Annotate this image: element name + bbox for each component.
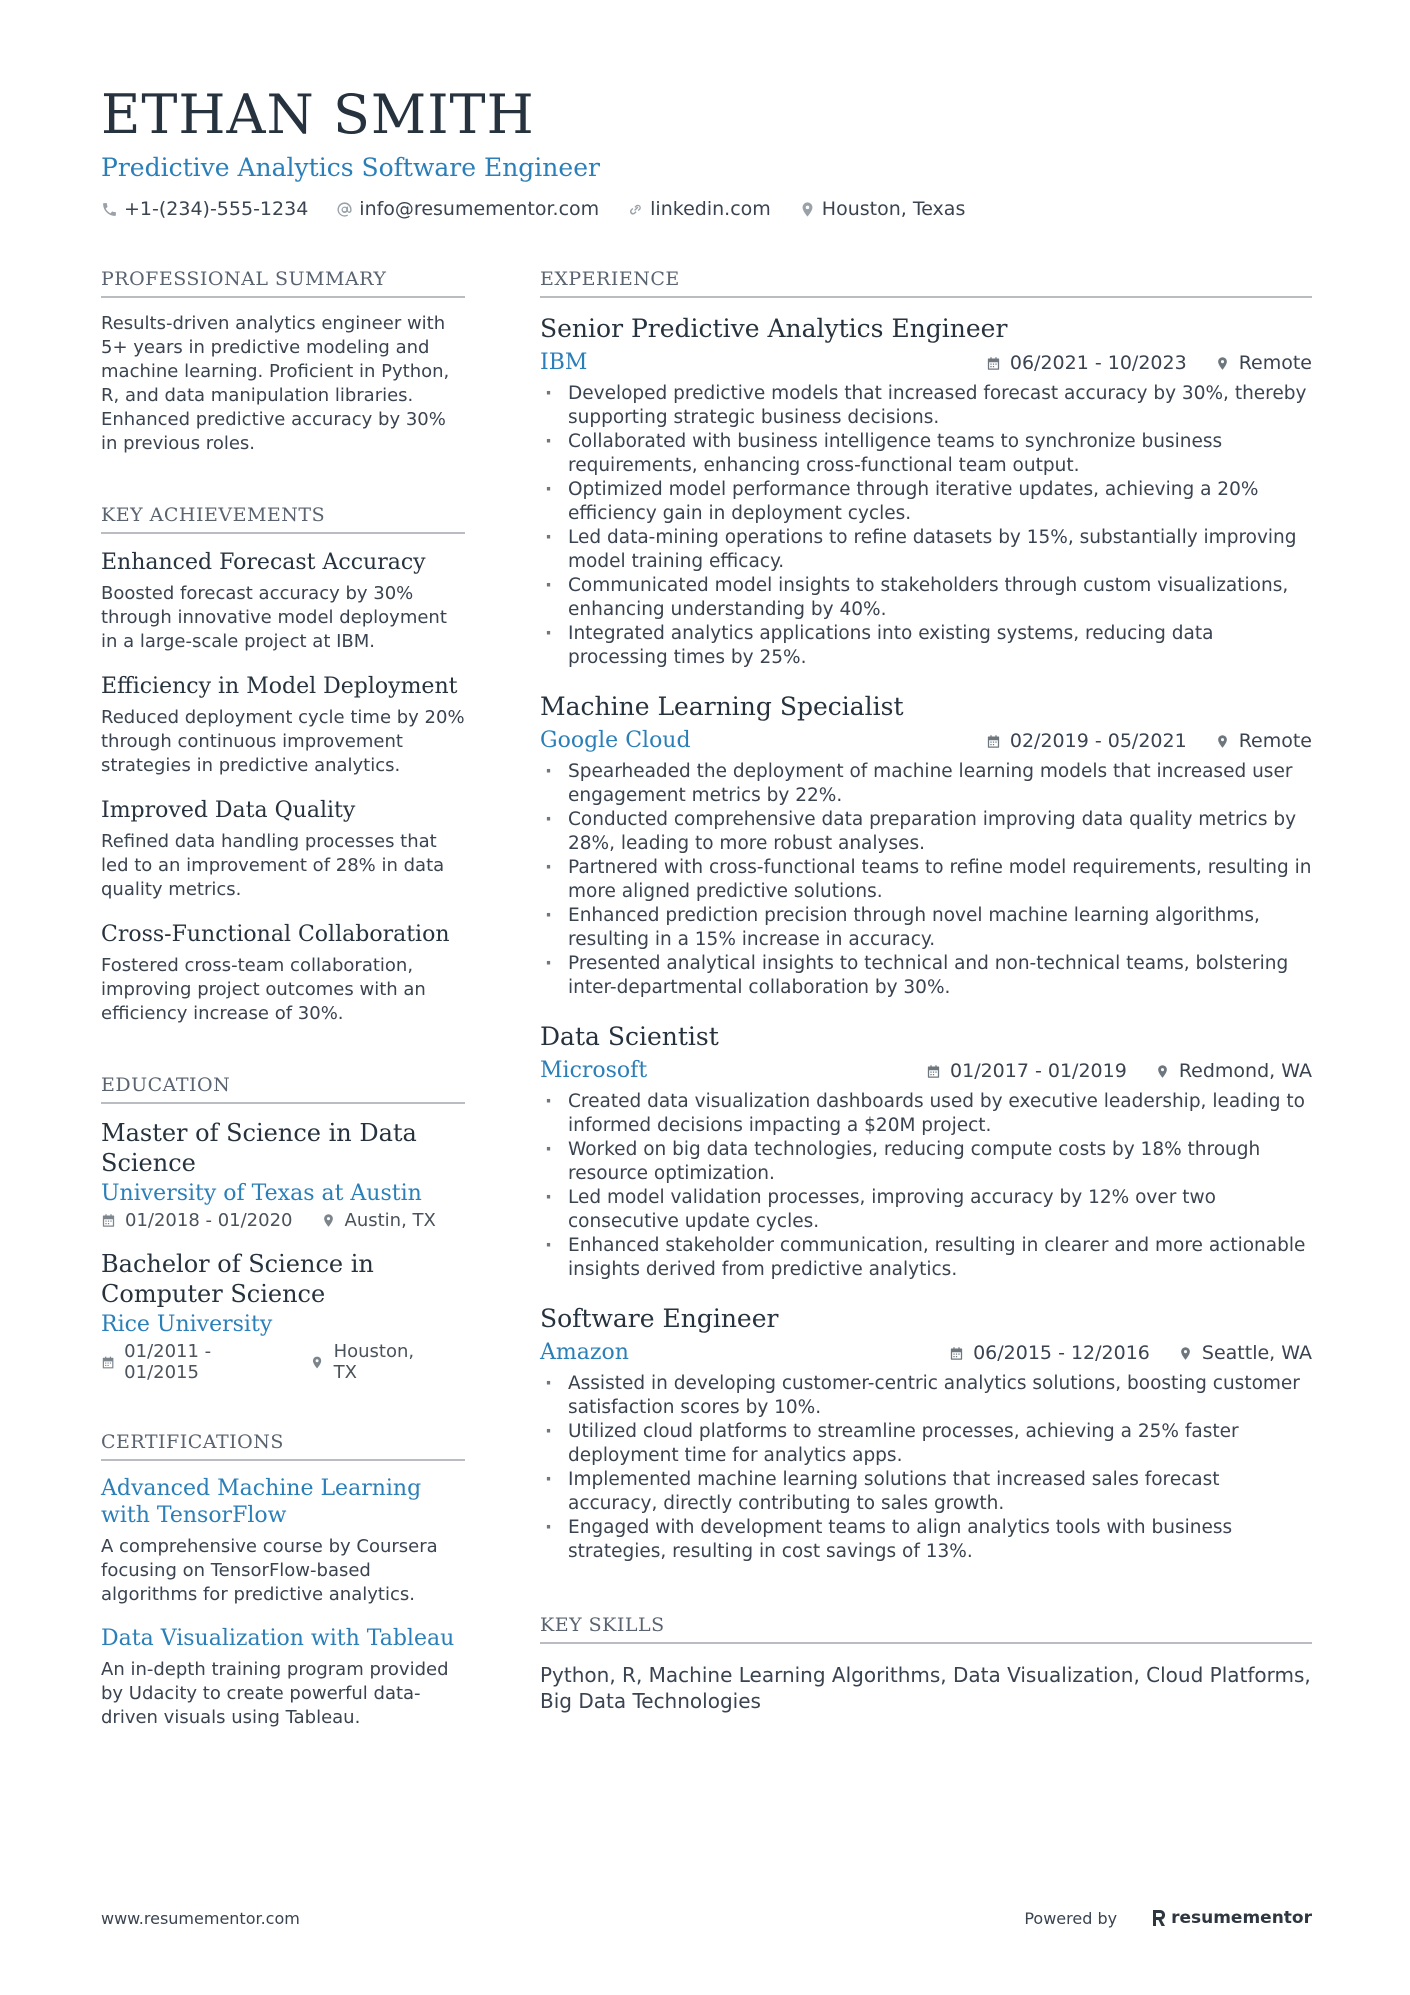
job-bullet: · Engaged with development teams to align analytics tools with business strategies, resulting in cost savings of 13%. — [540, 1516, 1312, 1564]
job-entry — [540, 312, 1312, 670]
job-bullet: · Integrated analytics applications into existing systems, reducing data processing times by 25%. — [540, 622, 1312, 670]
achievements-heading: KEY ACHIEVEMENTS — [101, 504, 465, 534]
job-entry — [540, 1020, 1312, 1282]
achievement-title: Efficiency in Model Deployment — [101, 674, 458, 699]
achievement-text: Reduced deployment cycle time by 20% through continuous improvement strategies in predictive analytics. — [101, 707, 465, 776]
job-bullet: · Worked on big data technologies, reducing compute costs by 18% through resource optimization. — [540, 1138, 1312, 1186]
experience-section — [540, 268, 1312, 1564]
certification-title: Advanced Machine Learning with TensorFlow — [101, 1476, 422, 1528]
job-bullet: · Presented analytical insights to technical and non-technical teams, bolstering inter-departmental collaboration by 30%. — [540, 952, 1312, 1000]
job-meta — [958, 730, 1312, 752]
certifications-heading: CERTIFICATIONS — [101, 1431, 465, 1461]
skills-text: Python, R, Machine Learning Algorithms, Data Visualization, Cloud Platforms, Big Data Technologies — [540, 1663, 1311, 1713]
education-heading: EDUCATION — [101, 1074, 465, 1104]
summary-section — [101, 268, 465, 456]
education-location-text: Houston, TX — [333, 1341, 415, 1383]
job-dates — [986, 352, 1187, 374]
job-entry — [540, 690, 1312, 1000]
job-bullet: · Communicated model insights to stakeholders through custom visualizations, enhancing understanding by 40%. — [540, 574, 1312, 622]
summary-heading: PROFESSIONAL SUMMARY — [101, 268, 465, 298]
at-icon — [336, 201, 353, 218]
job-dates-text: 06/2021 - 10/2023 — [1009, 352, 1187, 374]
job-header-row — [540, 1056, 1312, 1086]
achievement-title: Enhanced Forecast Accuracy — [101, 550, 426, 575]
job-entry — [540, 1302, 1312, 1564]
job-dates-text: 02/2019 - 05/2021 — [1009, 730, 1187, 752]
job-bullet: · Spearheaded the deployment of machine learning models that increased user engagement metrics by 22%. — [540, 760, 1312, 808]
achievement-text: Refined data handling processes that led to an improvement of 28% in data quality metrics. — [101, 831, 445, 900]
job-meta — [921, 1342, 1312, 1364]
education-school: Rice University — [101, 1312, 273, 1337]
job-company: Google Cloud — [540, 728, 691, 753]
location-pin-icon — [1215, 356, 1230, 371]
achievement-item — [101, 548, 465, 654]
link-icon — [627, 201, 644, 218]
job-location-text: Redmond, WA — [1178, 1060, 1312, 1082]
education-location — [321, 1210, 436, 1231]
contact-location — [799, 198, 966, 220]
job-dates — [986, 730, 1187, 752]
phone-icon — [101, 201, 118, 218]
skills-section — [540, 1614, 1312, 1714]
job-bullets — [540, 382, 1312, 670]
calendar-icon — [101, 1213, 116, 1228]
job-company: Microsoft — [540, 1058, 648, 1083]
calendar-icon — [986, 356, 1001, 371]
phone-text: +1-(234)-555-1234 — [124, 198, 309, 220]
education-degree: Bachelor of Science in Computer Science — [101, 1250, 374, 1308]
job-bullet: · Utilized cloud platforms to streamline processes, achieving a 25% faster deployment time for analytics apps. — [540, 1420, 1312, 1468]
job-bullet: · Led data-mining operations to refine datasets by 15%, substantially improving model training efficacy. — [540, 526, 1312, 574]
skills-heading: KEY SKILLS — [540, 1614, 1312, 1644]
job-bullet: · Developed predictive models that increased forecast accuracy by 30%, thereby supporting strategic business decisions. — [540, 382, 1312, 430]
education-item — [101, 1118, 465, 1231]
job-title: Machine Learning Specialist — [540, 692, 904, 721]
education-location — [310, 1341, 437, 1383]
education-section — [101, 1074, 465, 1383]
job-location-text: Remote — [1238, 730, 1312, 752]
brand-name: resumementor — [1171, 1908, 1312, 1928]
certification-title: Data Visualization with Tableau — [101, 1626, 455, 1651]
location-pin-icon — [1155, 1064, 1170, 1079]
job-bullet: · Led model validation processes, improving accuracy by 12% over two consecutive update cycles. — [540, 1186, 1312, 1234]
job-company: Amazon — [540, 1340, 629, 1365]
calendar-icon — [101, 1355, 115, 1370]
job-header-row — [540, 726, 1312, 756]
achievement-item — [101, 920, 465, 1026]
job-header-row — [540, 1338, 1312, 1368]
job-dates-text: 06/2015 - 12/2016 — [973, 1342, 1150, 1364]
email-text: info@resumementor.com — [359, 198, 600, 220]
job-title: Data Scientist — [540, 1022, 719, 1051]
achievement-text: Boosted forecast accuracy by 30% through innovative model deployment in a large-scale project at IBM. — [101, 583, 447, 652]
location-pin-icon — [1215, 734, 1230, 749]
education-school: University of Texas at Austin — [101, 1181, 422, 1206]
location-pin-icon — [321, 1213, 336, 1228]
job-bullets — [540, 1372, 1312, 1564]
job-location — [1178, 1342, 1312, 1364]
education-meta — [101, 1341, 465, 1383]
achievement-item — [101, 796, 465, 902]
powered-by-label: Powered by — [1024, 1908, 1118, 1928]
resumementor-logo-icon — [1151, 1909, 1167, 1927]
job-location — [1155, 1060, 1312, 1082]
footer — [101, 1908, 1312, 1928]
education-meta — [101, 1210, 465, 1231]
job-meta — [898, 1060, 1312, 1082]
education-degree: Master of Science in Data Science — [101, 1119, 417, 1177]
footer-brand — [1024, 1908, 1312, 1928]
left-column — [101, 268, 465, 1730]
header — [101, 82, 1321, 220]
education-dates-text: 01/2011 - 01/2015 — [124, 1341, 212, 1383]
education-item — [101, 1249, 465, 1383]
certification-item — [101, 1475, 465, 1607]
achievement-text: Fostered cross-team collaboration, improving project outcomes with an efficiency increase of 30%. — [101, 955, 426, 1024]
job-title: Senior Predictive Analytics Engineer — [540, 314, 1008, 343]
job-bullet: · Enhanced stakeholder communication, resulting in clearer and more actionable insights derived from predictive analytics. — [540, 1234, 1312, 1282]
job-bullet: · Created data visualization dashboards used by executive leadership, leading to informed decisions impacting a $20M project. — [540, 1090, 1312, 1138]
job-location-text: Remote — [1238, 352, 1312, 374]
job-bullets — [540, 1090, 1312, 1282]
job-bullet: · Implemented machine learning solutions that increased sales forecast accuracy, directly contributing to sales growth. — [540, 1468, 1312, 1516]
job-location — [1215, 730, 1312, 752]
job-bullet: · Assisted in developing customer-centric analytics solutions, boosting customer satisfaction scores by 10%. — [540, 1372, 1312, 1420]
contact-linkedin[interactable] — [627, 198, 771, 220]
education-dates-text: 01/2018 - 01/2020 — [125, 1210, 293, 1231]
contact-email[interactable] — [336, 198, 599, 220]
achievement-title: Improved Data Quality — [101, 798, 356, 823]
job-bullet: · Collaborated with business intelligence teams to synchronize business requirements, enhancing cross-functional team output. — [540, 430, 1312, 478]
job-location — [1215, 352, 1312, 374]
contact-phone[interactable] — [101, 198, 308, 220]
job-title: Software Engineer — [540, 1304, 779, 1333]
certification-text: A comprehensive course by Coursera focusing on TensorFlow-based algorithms for predictive analytics. — [101, 1536, 438, 1605]
job-meta — [958, 352, 1312, 374]
job-location-text: Seattle, WA — [1201, 1342, 1312, 1364]
location-pin-icon — [310, 1355, 324, 1370]
calendar-icon — [926, 1064, 941, 1079]
candidate-name: ETHAN SMITH — [101, 83, 535, 146]
education-location-text: Austin, TX — [344, 1210, 436, 1231]
summary-text: Results-driven analytics engineer with 5+ years in predictive modeling and machine learning. Proficient in Python, R, and data manipulation libraries. Enhanced predictive accuracy by 30% in previous roles. — [101, 313, 450, 454]
achievements-section — [101, 504, 465, 1026]
calendar-icon — [949, 1346, 964, 1361]
achievement-item — [101, 672, 465, 778]
certifications-section — [101, 1431, 465, 1730]
education-dates — [101, 1341, 282, 1383]
linkedin-text: linkedin.com — [650, 198, 771, 220]
certification-item — [101, 1625, 465, 1730]
certification-text: An in-depth training program provided by Udacity to create powerful data-driven visuals using Tableau. — [101, 1659, 449, 1728]
job-dates — [926, 1060, 1127, 1082]
job-bullet: · Conducted comprehensive data preparation improving data quality metrics by 28%, leading to more robust analyses. — [540, 808, 1312, 856]
candidate-role: Predictive Analytics Software Engineer — [101, 153, 600, 182]
footer-website[interactable]: www.resumementor.com — [101, 1908, 300, 1928]
right-column — [540, 268, 1312, 1714]
job-dates — [949, 1342, 1150, 1364]
job-bullets — [540, 760, 1312, 1000]
location-pin-icon — [1178, 1346, 1193, 1361]
achievement-title: Cross-Functional Collaboration — [101, 922, 450, 947]
job-bullet: · Optimized model performance through iterative updates, achieving a 20% efficiency gain in deployment cycles. — [540, 478, 1312, 526]
job-company: IBM — [540, 350, 588, 375]
brand-logo[interactable] — [1151, 1908, 1312, 1928]
location-pin-icon — [799, 201, 816, 218]
job-header-row — [540, 348, 1312, 378]
job-bullet: · Partnered with cross-functional teams to refine model requirements, resulting in more aligned predictive solutions. — [540, 856, 1312, 904]
job-dates-text: 01/2017 - 01/2019 — [950, 1060, 1127, 1082]
experience-heading: EXPERIENCE — [540, 268, 1312, 298]
calendar-icon — [986, 734, 1001, 749]
contact-bar — [101, 198, 1321, 220]
job-bullet: · Enhanced prediction precision through novel machine learning algorithms, resulting in a 15% increase in accuracy. — [540, 904, 1312, 952]
education-dates — [101, 1210, 293, 1231]
location-text: Houston, Texas — [821, 198, 966, 220]
